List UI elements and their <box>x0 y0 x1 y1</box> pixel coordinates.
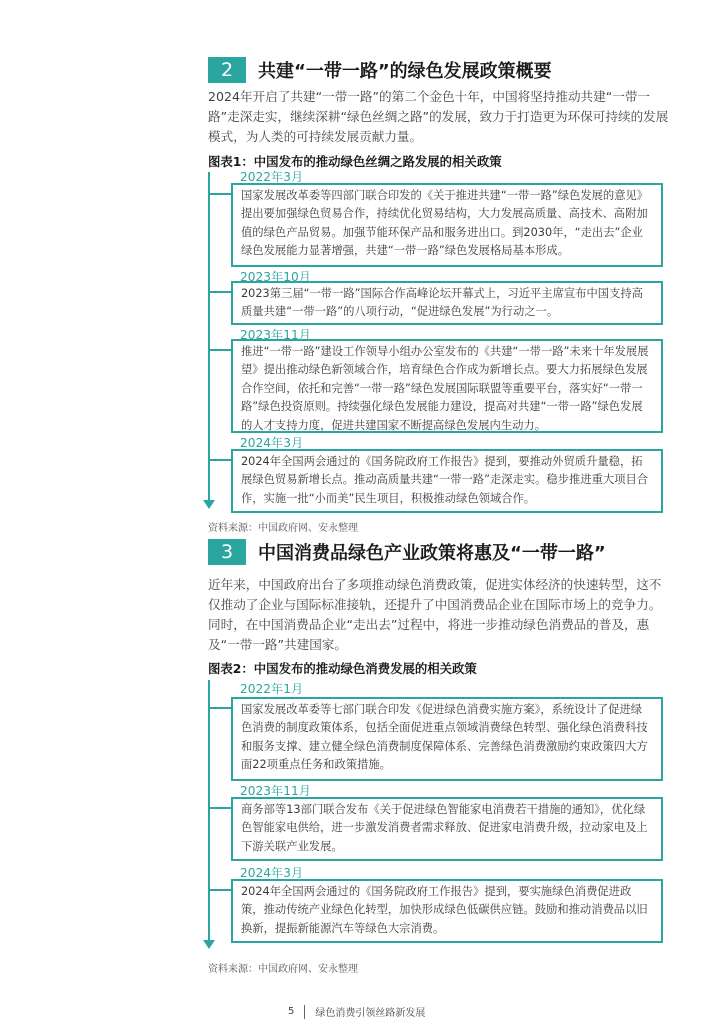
timeline-item: 国家发展改革委等七部门联合印发《促进绿色消费实施方案》，系统设计了促进绿色消费的制度政策体系，包括全面促进重点领域消费绿色转型、强化绿色消费科技和服务支撑、建立健全绿色消费制度保障体系、完善绿色消费激励约束政策四大方面22项重点任务和政策措施。 <box>231 697 663 781</box>
section-3-intro: 近年来，中国政府出台了多项推动绿色消费政策，促进实体经济的快速转型，这不仅推动了企业与国际标准接轨，还提升了中国消费品企业在国际市场上的竞争力。同时，在中国消费品企业“走出去”过程中，将进一步推动绿色消费品的普及，惠及“一带一路”共建国家。 <box>208 577 662 652</box>
section-2-heading <box>208 57 552 83</box>
page-footer <box>288 1004 425 1019</box>
timeline-line <box>208 680 210 942</box>
timeline-connector <box>209 193 231 195</box>
figure-1-title: 图表1：中国发布的推动绿色丝绸之路发展的相关政策 <box>208 154 502 169</box>
timeline-item: 国家发展改革委等四部门联合印发的《关于推进共建“一带一路”绿色发展的意见》提出要加强绿色贸易合作，持续优化贸易结构，大力发展高质量、高技术、高附加值的绿色产品贸易。加强节能环保产品和服务进出口。到2030年，“走出去”企业绿色发展能力显著增强，共建“一带一路”绿色发展格局基本形成。 <box>231 183 663 267</box>
footer-title: 绿色消费引领丝路新发展 <box>315 1008 426 1019</box>
timeline-connector <box>209 807 231 809</box>
timeline-item: 商务部等13部门联合发布《关于促进绿色智能家电消费若干措施的通知》，优化绿色智能家电供给，进一步激发消费者需求释放、促进家电消费升级，拉动家电及上下游关联产业发展。 <box>231 797 663 861</box>
page-number: 5 <box>288 1006 295 1017</box>
section-title: 共建“一带一路”的绿色发展政策概要 <box>258 61 552 82</box>
figure-2-source: 资料来源：中国政府网、安永整理 <box>208 964 358 975</box>
figure-1-source: 资料来源：中国政府网、安永整理 <box>208 523 358 534</box>
section-number-badge: 3 <box>208 539 246 565</box>
timeline-connector <box>209 707 231 709</box>
timeline-item: 2023第三届“一带一路”国际合作高峰论坛开幕式上，习近平主席宣布中国支持高质量共建“一带一路”的八项行动，“促进绿色发展”为行动之一。 <box>231 281 663 325</box>
timeline-line <box>208 172 210 502</box>
timeline-date: 2022年1月 <box>240 682 304 696</box>
section-2-intro: 2024年开启了共建“一带一路”的第二个金色十年，中国将坚持推动共建“一带一路”走深走实，继续深耕“绿色丝绸之路”的发展，致力于打造更为环保可持续的发展模式，为人类的可持续发展贡献力量。 <box>208 89 669 144</box>
footer-divider <box>304 1005 305 1019</box>
timeline-connector <box>209 459 231 461</box>
timeline-item: 2024年全国两会通过的《国务院政府工作报告》提到，要实施绿色消费促进政策，推动传统产业绿色化转型，加快形成绿色低碳供应链。鼓励和推动消费品以旧换新，提振新能源汽车等绿色大宗消费。 <box>231 879 663 943</box>
timeline-date: 2023年11月 <box>240 328 311 342</box>
timeline-arrow-icon <box>203 500 215 509</box>
timeline-item: 2024年全国两会通过的《国务院政府工作报告》提到，要推动外贸质升量稳，拓展绿色贸易新增长点。推动高质量共建“一带一路”走深走实。稳步推进重大项目合作，实施一批“小而美”民生项目，积极推动绿色领域合作。 <box>231 449 663 513</box>
timeline-date: 2023年11月 <box>240 784 311 798</box>
timeline-connector <box>209 349 231 351</box>
section-number-badge: 2 <box>208 57 246 83</box>
timeline-date: 2022年3月 <box>240 170 304 184</box>
timeline-date: 2023年10月 <box>240 270 311 284</box>
figure-1-timeline <box>204 166 674 512</box>
timeline-date: 2024年3月 <box>240 436 304 450</box>
section-3-heading <box>208 539 606 565</box>
timeline-item: 推进“一带一路”建设工作领导小组办公室发布的《共建“一带一路”未来十年发展展望》提出推动绿色新领域合作，培育绿色合作成为新增长点。要大力拓展绿色发展合作空间，依托和完善“一带一路”绿色发展国际联盟等重要平台，落实好“一带一路”绿色投资原则。持续强化绿色发展能力建设，提高对共建“一带一路”绿色发展的人才支持力度，促进共建国家不断提高绿色发展内生动力。 <box>231 339 663 433</box>
timeline-arrow-icon <box>203 940 215 949</box>
timeline-connector <box>209 889 231 891</box>
figure-2-title: 图表2：中国发布的推动绿色消费发展的相关政策 <box>208 661 477 676</box>
section-title: 中国消费品绿色产业政策将惠及“一带一路” <box>258 543 606 564</box>
timeline-connector <box>209 291 231 293</box>
figure-2-timeline <box>204 674 674 954</box>
timeline-date: 2024年3月 <box>240 866 304 880</box>
